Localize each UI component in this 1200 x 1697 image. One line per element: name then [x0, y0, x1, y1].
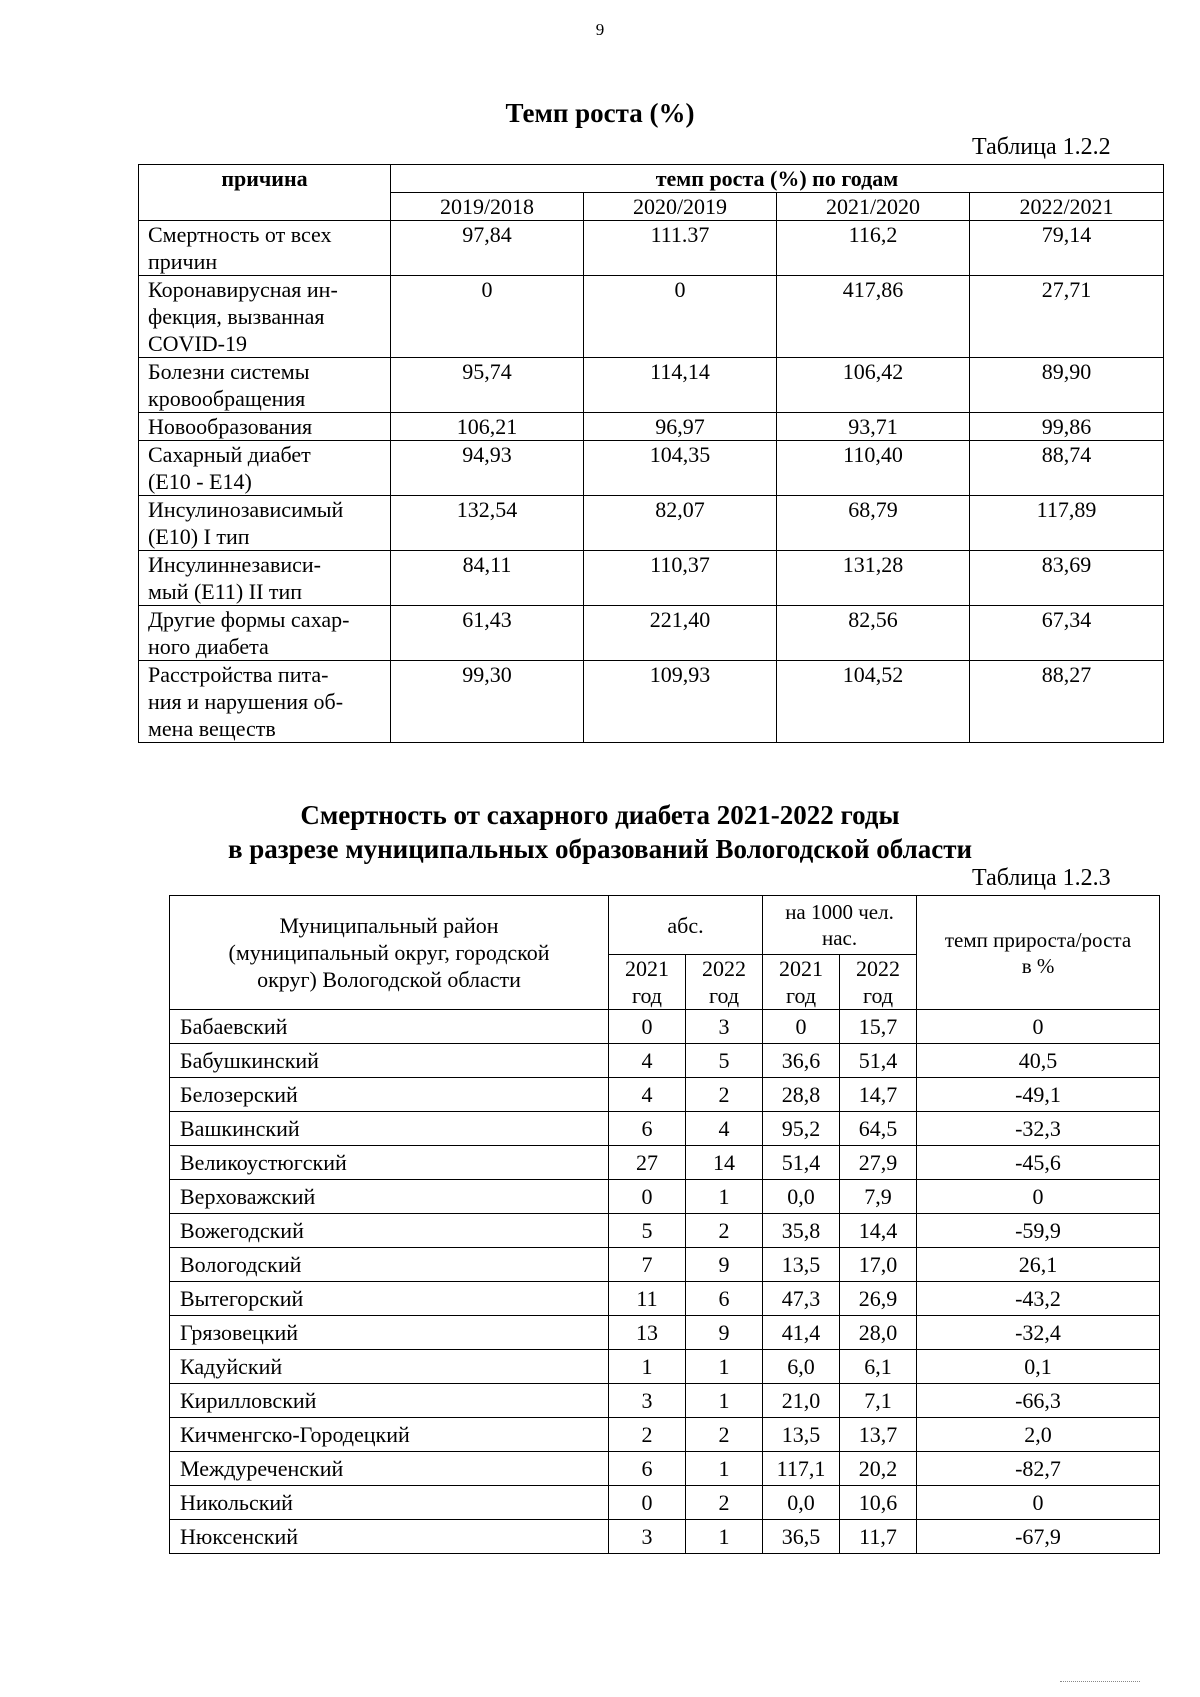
- table2-row: [170, 1112, 1160, 1146]
- table2-row: [170, 1146, 1160, 1180]
- abs-2022: 1: [686, 1180, 763, 1214]
- rate-value: 79,14: [970, 221, 1164, 276]
- per1000-2022: 27,9: [840, 1146, 917, 1180]
- per1000-2021: 36,6: [763, 1044, 840, 1078]
- rate-value: 221,40: [584, 606, 777, 661]
- abs-2021: 0: [609, 1180, 686, 1214]
- table2-row: [170, 1248, 1160, 1282]
- rate-value: 83,69: [970, 551, 1164, 606]
- year-value: 2021: [779, 956, 824, 981]
- table2-row: [170, 1520, 1160, 1554]
- year-value: 2021: [625, 956, 669, 981]
- table2-row: [170, 1384, 1160, 1418]
- per1000-2021: 35,8: [763, 1214, 840, 1248]
- period-header: 2019/2018: [391, 193, 584, 221]
- per1000-2022: 14,7: [840, 1078, 917, 1112]
- rate-value: 97,84: [391, 221, 584, 276]
- per1000-2021: 51,4: [763, 1146, 840, 1180]
- table2-row: [170, 1214, 1160, 1248]
- cause-cell: [139, 413, 391, 441]
- per1000-2021: 0,0: [763, 1486, 840, 1520]
- year-unit: год: [708, 983, 740, 1008]
- cause-line: Смертность от всех: [148, 222, 332, 247]
- table2-row: [170, 1044, 1160, 1078]
- district-name: Вологодский: [170, 1248, 609, 1282]
- rate-value: 88,74: [970, 441, 1164, 496]
- per1000-2022: 17,0: [840, 1248, 917, 1282]
- abs-2021: 3: [609, 1520, 686, 1554]
- rate-value: 88,27: [970, 661, 1164, 743]
- rate-value: 131,28: [777, 551, 970, 606]
- rate-percent: -32,3: [917, 1112, 1160, 1146]
- cause-cell: [139, 276, 391, 358]
- abs-2022: 5: [686, 1044, 763, 1078]
- rate-value: 132,54: [391, 496, 584, 551]
- table1-row: [139, 221, 1164, 276]
- cause-line: Инсулиннезависи-: [148, 552, 321, 577]
- year-value: 2022: [856, 956, 901, 981]
- abs-2022: 1: [686, 1350, 763, 1384]
- abs-2021: 1: [609, 1350, 686, 1384]
- header-rate: [917, 896, 1160, 1010]
- rate-value: 104,52: [777, 661, 970, 743]
- year-unit: год: [631, 983, 663, 1008]
- year-header: [840, 955, 917, 1010]
- cause-cell: [139, 441, 391, 496]
- abs-2021: 4: [609, 1078, 686, 1112]
- per1000-2021: 0: [763, 1010, 840, 1044]
- abs-2022: 14: [686, 1146, 763, 1180]
- rate-value: 109,93: [584, 661, 777, 743]
- abs-2021: 6: [609, 1112, 686, 1146]
- table1-header-row: [139, 165, 1164, 193]
- district-name: Великоустюгский: [170, 1146, 609, 1180]
- table1-row: [139, 551, 1164, 606]
- district-name: Белозерский: [170, 1078, 609, 1112]
- per1000-2021: 0,0: [763, 1180, 840, 1214]
- table2-row: [170, 1350, 1160, 1384]
- table1-title: Темп роста (%): [505, 98, 695, 128]
- rate-percent: -59,9: [917, 1214, 1160, 1248]
- cause-line: Болезни системы: [148, 359, 310, 384]
- table2-row: [170, 1282, 1160, 1316]
- per1000-2022: 14,4: [840, 1214, 917, 1248]
- per1000-2022: 20,2: [840, 1452, 917, 1486]
- district-name: Кадуйский: [170, 1350, 609, 1384]
- table2-title-line2: в разрезе муниципальных образований Вологодской области: [227, 834, 973, 864]
- footer-mark: [1060, 1681, 1140, 1682]
- cause-line: ного диабета: [148, 634, 269, 659]
- district-name: Вытегорский: [170, 1282, 609, 1316]
- rate-value: 99,86: [970, 413, 1164, 441]
- header-rate-line: в %: [1021, 953, 1055, 978]
- abs-2022: 2: [686, 1418, 763, 1452]
- cause-cell: [139, 551, 391, 606]
- abs-2022: 4: [686, 1112, 763, 1146]
- cause-cell: [139, 358, 391, 413]
- table1-row: [139, 441, 1164, 496]
- table2-row: [170, 1486, 1160, 1520]
- header-cause: причина: [139, 165, 391, 221]
- rate-value: 95,74: [391, 358, 584, 413]
- abs-2022: 2: [686, 1078, 763, 1112]
- year-header: [609, 955, 686, 1010]
- abs-2022: 9: [686, 1316, 763, 1350]
- abs-2021: 7: [609, 1248, 686, 1282]
- per1000-2021: 47,3: [763, 1282, 840, 1316]
- year-header: [686, 955, 763, 1010]
- table1-row: [139, 661, 1164, 743]
- district-name: Грязовецкий: [170, 1316, 609, 1350]
- cause-line: (Е10 - Е14): [148, 469, 252, 494]
- abs-2021: 27: [609, 1146, 686, 1180]
- rate-percent: 0,1: [917, 1350, 1160, 1384]
- cause-line: Другие формы сахар-: [148, 607, 350, 632]
- page-number: 9: [595, 20, 605, 39]
- cause-line: причин: [148, 249, 218, 274]
- per1000-2021: 6,0: [763, 1350, 840, 1384]
- abs-2022: 1: [686, 1384, 763, 1418]
- rate-percent: -82,7: [917, 1452, 1160, 1486]
- rate-value: 104,35: [584, 441, 777, 496]
- rate-percent: -49,1: [917, 1078, 1160, 1112]
- abs-2022: 3: [686, 1010, 763, 1044]
- rate-value: 84,11: [391, 551, 584, 606]
- per1000-2022: 6,1: [840, 1350, 917, 1384]
- abs-2022: 6: [686, 1282, 763, 1316]
- per1000-2022: 11,7: [840, 1520, 917, 1554]
- header-district-line: округ) Вологодской области: [257, 967, 521, 992]
- abs-2021: 0: [609, 1010, 686, 1044]
- rate-value: 111.37: [584, 221, 777, 276]
- rate-value: 93,71: [777, 413, 970, 441]
- per1000-2022: 26,9: [840, 1282, 917, 1316]
- table2-label: Таблица 1.2.3: [972, 865, 1111, 891]
- district-name: Вашкинский: [170, 1112, 609, 1146]
- period-header: 2022/2021: [970, 193, 1164, 221]
- rate-value: 106,42: [777, 358, 970, 413]
- rate-value: 27,71: [970, 276, 1164, 358]
- per1000-2022: 7,1: [840, 1384, 917, 1418]
- abs-2021: 11: [609, 1282, 686, 1316]
- header-per-1000-line: нас.: [821, 926, 858, 950]
- rate-value: 89,90: [970, 358, 1164, 413]
- table1-label: Таблица 1.2.2: [972, 134, 1111, 160]
- rate-value: 417,86: [777, 276, 970, 358]
- district-name: Верховажский: [170, 1180, 609, 1214]
- rate-percent: -45,6: [917, 1146, 1160, 1180]
- rate-percent: -66,3: [917, 1384, 1160, 1418]
- rate-value: 114,14: [584, 358, 777, 413]
- header-per-1000: [763, 896, 917, 955]
- cause-cell: [139, 221, 391, 276]
- cause-cell: [139, 661, 391, 743]
- per1000-2022: 28,0: [840, 1316, 917, 1350]
- per1000-2021: 41,4: [763, 1316, 840, 1350]
- per1000-2022: 13,7: [840, 1418, 917, 1452]
- rate-value: 0: [391, 276, 584, 358]
- rate-value: 116,2: [777, 221, 970, 276]
- year-unit: год: [863, 983, 894, 1008]
- abs-2022: 2: [686, 1214, 763, 1248]
- per1000-2021: 95,2: [763, 1112, 840, 1146]
- district-name: Кичменгско-Городецкий: [170, 1418, 609, 1452]
- per1000-2021: 13,5: [763, 1248, 840, 1282]
- cause-cell: [139, 496, 391, 551]
- table2-row: [170, 1316, 1160, 1350]
- header-per-1000-line: на 1000 чел.: [785, 900, 894, 924]
- rate-value: 106,21: [391, 413, 584, 441]
- per1000-2021: 117,1: [763, 1452, 840, 1486]
- abs-2021: 13: [609, 1316, 686, 1350]
- cause-line: кровообращения: [148, 386, 306, 411]
- abs-2022: 2: [686, 1486, 763, 1520]
- district-name: Кирилловский: [170, 1384, 609, 1418]
- per1000-2022: 15,7: [840, 1010, 917, 1044]
- year-unit: год: [785, 983, 817, 1008]
- header-district-line: Муниципальный район: [279, 913, 499, 938]
- cause-line: (Е10) I тип: [148, 524, 250, 549]
- abs-2021: 2: [609, 1418, 686, 1452]
- table1-row: [139, 606, 1164, 661]
- per1000-2022: 10,6: [840, 1486, 917, 1520]
- cause-line: Расстройства пита-: [148, 662, 329, 687]
- district-name: Никольский: [170, 1486, 609, 1520]
- per1000-2022: 7,9: [840, 1180, 917, 1214]
- rate-value: 110,37: [584, 551, 777, 606]
- rate-value: 99,30: [391, 661, 584, 743]
- cause-line: фекция, вызванная: [148, 304, 325, 329]
- period-header: 2020/2019: [584, 193, 777, 221]
- table1-row: [139, 358, 1164, 413]
- year-header: [763, 955, 840, 1010]
- table1-row: [139, 496, 1164, 551]
- cause-line: Сахарный диабет: [148, 442, 311, 467]
- per1000-2021: 28,8: [763, 1078, 840, 1112]
- header-growth-by-years: темп роста (%) по годам: [391, 165, 1164, 193]
- rate-percent: 0: [917, 1010, 1160, 1044]
- abs-2022: 1: [686, 1520, 763, 1554]
- per1000-2021: 21,0: [763, 1384, 840, 1418]
- abs-2022: 1: [686, 1452, 763, 1486]
- abs-2021: 3: [609, 1384, 686, 1418]
- rate-percent: 2,0: [917, 1418, 1160, 1452]
- period-header: 2021/2020: [777, 193, 970, 221]
- rate-percent: 40,5: [917, 1044, 1160, 1078]
- per1000-2021: 13,5: [763, 1418, 840, 1452]
- header-rate-line: темп прироста/роста: [944, 927, 1132, 952]
- header-district-line: (муниципальный округ, городской: [228, 940, 550, 965]
- district-name: Междуреченский: [170, 1452, 609, 1486]
- cause-line: COVID-19: [148, 331, 247, 356]
- district-name: Бабушкинский: [170, 1044, 609, 1078]
- table1-row: [139, 413, 1164, 441]
- rate-percent: 0: [917, 1180, 1160, 1214]
- district-name: Вожегодский: [170, 1214, 609, 1248]
- rate-value: 61,43: [391, 606, 584, 661]
- abs-2021: 4: [609, 1044, 686, 1078]
- table2-row: [170, 1452, 1160, 1486]
- rate-value: 96,97: [584, 413, 777, 441]
- per1000-2021: 36,5: [763, 1520, 840, 1554]
- abs-2021: 6: [609, 1452, 686, 1486]
- rate-value: 110,40: [777, 441, 970, 496]
- per1000-2022: 64,5: [840, 1112, 917, 1146]
- table2-title-line1: Смертность от сахарного диабета 2021-2022 годы: [300, 800, 900, 830]
- rate-percent: 0: [917, 1486, 1160, 1520]
- rate-percent: 26,1: [917, 1248, 1160, 1282]
- district-name: Нюксенский: [170, 1520, 609, 1554]
- table2-row: [170, 1078, 1160, 1112]
- cause-line: Коронавирусная ин-: [148, 277, 338, 302]
- header-district: [170, 896, 609, 1010]
- table2-title: [0, 798, 1200, 866]
- header-abs: абс.: [609, 896, 763, 955]
- growth-rate-table: [138, 164, 1164, 743]
- rate-percent: -32,4: [917, 1316, 1160, 1350]
- district-name: Бабаевский: [170, 1010, 609, 1044]
- cause-cell: [139, 606, 391, 661]
- cause-line: Инсулинозависимый: [148, 497, 344, 522]
- table2-header-row: [170, 896, 1160, 955]
- rate-percent: -67,9: [917, 1520, 1160, 1554]
- abs-2022: 9: [686, 1248, 763, 1282]
- rate-value: 67,34: [970, 606, 1164, 661]
- table2-row: [170, 1180, 1160, 1214]
- cause-line: мена веществ: [148, 716, 276, 741]
- rate-value: 82,56: [777, 606, 970, 661]
- cause-line: Новообразования: [148, 414, 313, 439]
- rate-value: 117,89: [970, 496, 1164, 551]
- rate-value: 0: [584, 276, 777, 358]
- cause-line: ния и нарушения об-: [148, 689, 344, 714]
- rate-value: 82,07: [584, 496, 777, 551]
- year-value: 2022: [702, 956, 746, 981]
- per1000-2022: 51,4: [840, 1044, 917, 1078]
- rate-value: 68,79: [777, 496, 970, 551]
- rate-value: 94,93: [391, 441, 584, 496]
- table2-row: [170, 1010, 1160, 1044]
- table1-row: [139, 276, 1164, 358]
- abs-2021: 5: [609, 1214, 686, 1248]
- rate-percent: -43,2: [917, 1282, 1160, 1316]
- cause-line: мый (Е11) II тип: [148, 579, 303, 604]
- diabetes-mortality-table: [169, 895, 1160, 1554]
- table2-row: [170, 1418, 1160, 1452]
- abs-2021: 0: [609, 1486, 686, 1520]
